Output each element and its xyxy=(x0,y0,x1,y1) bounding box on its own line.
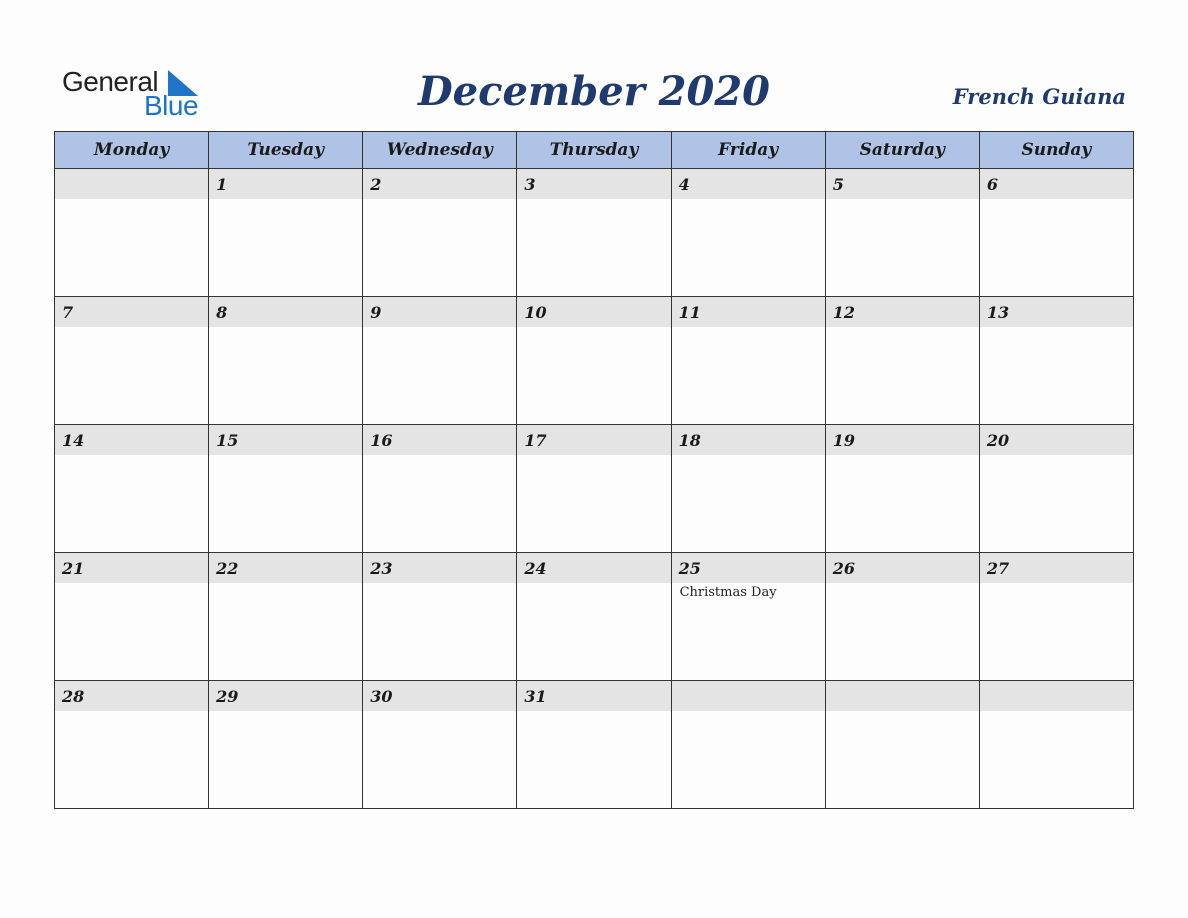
day-number: 30 xyxy=(370,687,393,706)
day-cell xyxy=(363,425,517,553)
day-number: 18 xyxy=(678,431,701,450)
day-number: 7 xyxy=(62,303,74,322)
day-cell xyxy=(55,169,209,297)
day-number: 15 xyxy=(216,431,239,450)
day-cell xyxy=(979,553,1133,681)
day-number-band xyxy=(672,681,825,711)
weekday-header-row xyxy=(55,132,1134,169)
weekday-header: Wednesday xyxy=(363,132,517,169)
day-cell xyxy=(209,169,363,297)
day-cell xyxy=(825,169,979,297)
calendar-title: December 2020 xyxy=(417,68,770,115)
day-number-band xyxy=(55,681,208,711)
day-cell xyxy=(517,169,671,297)
weekday-header: Thursday xyxy=(517,132,671,169)
day-cell xyxy=(825,425,979,553)
day-number-band xyxy=(55,169,208,199)
weekday-header: Tuesday xyxy=(209,132,363,169)
day-number: 13 xyxy=(986,303,1010,322)
day-number-band xyxy=(980,553,1133,583)
day-number: 14 xyxy=(62,431,85,450)
day-number-band xyxy=(517,425,670,455)
day-cell xyxy=(979,169,1133,297)
day-number: 21 xyxy=(62,559,85,578)
day-cell xyxy=(209,553,363,681)
weekday-header: Friday xyxy=(671,132,825,169)
week-row xyxy=(55,425,1134,553)
day-number-band xyxy=(826,553,979,583)
day-number: 29 xyxy=(216,687,239,706)
day-number-band xyxy=(980,169,1133,199)
day-number-band xyxy=(826,425,979,455)
day-number-band xyxy=(517,169,670,199)
day-cell xyxy=(671,553,825,681)
day-cell xyxy=(979,425,1133,553)
day-number-band xyxy=(209,169,362,199)
day-number: 8 xyxy=(216,303,228,322)
day-number: 24 xyxy=(524,559,547,578)
day-number-band xyxy=(980,425,1133,455)
day-cell xyxy=(363,681,517,809)
day-cell xyxy=(671,169,825,297)
day-cell xyxy=(363,553,517,681)
day-cell xyxy=(979,681,1133,809)
country-name: French Guiana xyxy=(952,84,1126,109)
day-number: 26 xyxy=(832,559,855,578)
day-cell xyxy=(517,681,671,809)
day-number-band xyxy=(980,297,1133,327)
day-number: 20 xyxy=(986,431,1010,450)
day-number-band xyxy=(826,297,979,327)
holiday-label: Christmas Day xyxy=(679,585,777,600)
day-number: 9 xyxy=(370,303,382,322)
day-number: 27 xyxy=(986,559,1010,578)
week-row xyxy=(55,169,1134,297)
day-number: 17 xyxy=(524,431,547,450)
day-number-band xyxy=(55,425,208,455)
day-number-band xyxy=(55,553,208,583)
day-cell xyxy=(209,297,363,425)
day-number-band xyxy=(363,425,516,455)
day-cell xyxy=(209,681,363,809)
day-cell xyxy=(55,297,209,425)
day-cell xyxy=(55,425,209,553)
day-number-band xyxy=(672,553,825,583)
day-number: 22 xyxy=(216,559,239,578)
day-number-band xyxy=(517,297,670,327)
day-number: 23 xyxy=(370,559,393,578)
day-cell xyxy=(825,553,979,681)
day-number: 10 xyxy=(524,303,547,322)
day-number-band xyxy=(55,297,208,327)
week-row xyxy=(55,553,1134,681)
day-number: 31 xyxy=(524,687,547,706)
logo-text-blue: Blue xyxy=(144,90,199,121)
day-number: 16 xyxy=(370,431,393,450)
day-cell xyxy=(979,297,1133,425)
calendar-grid xyxy=(54,131,1134,809)
day-cell xyxy=(55,681,209,809)
day-number: 4 xyxy=(678,175,690,194)
week-row xyxy=(55,297,1134,425)
week-row xyxy=(55,681,1134,809)
day-cell xyxy=(671,297,825,425)
day-cell xyxy=(209,425,363,553)
day-cell xyxy=(55,553,209,681)
day-number: 1 xyxy=(216,175,228,194)
logo-text-general: General xyxy=(62,66,159,97)
day-number-band xyxy=(209,553,362,583)
day-cell xyxy=(363,169,517,297)
day-number-band xyxy=(826,169,979,199)
day-number-band xyxy=(826,681,979,711)
weekday-header: Sunday xyxy=(979,132,1133,169)
day-number-band xyxy=(209,681,362,711)
day-number: 11 xyxy=(678,303,701,322)
day-number-band xyxy=(672,297,825,327)
day-number: 28 xyxy=(62,687,85,706)
weekday-header: Saturday xyxy=(825,132,979,169)
day-number: 6 xyxy=(986,175,998,194)
day-cell xyxy=(671,425,825,553)
day-number-band xyxy=(363,297,516,327)
day-number: 2 xyxy=(370,175,382,194)
day-number: 19 xyxy=(832,431,855,450)
day-cell xyxy=(517,553,671,681)
day-number-band xyxy=(363,681,516,711)
day-number-band xyxy=(517,553,670,583)
day-cell xyxy=(825,681,979,809)
day-cell xyxy=(517,425,671,553)
day-number-band xyxy=(672,425,825,455)
day-number-band xyxy=(209,425,362,455)
day-number: 12 xyxy=(832,303,855,322)
day-number: 3 xyxy=(524,175,536,194)
day-number-band xyxy=(209,297,362,327)
day-number-band xyxy=(363,169,516,199)
day-number-band xyxy=(517,681,670,711)
day-cell xyxy=(825,297,979,425)
day-cell xyxy=(671,681,825,809)
day-cell xyxy=(363,297,517,425)
day-number-band xyxy=(363,553,516,583)
day-cell xyxy=(517,297,671,425)
day-number: 5 xyxy=(832,175,844,194)
day-number-band xyxy=(672,169,825,199)
weekday-header: Monday xyxy=(55,132,209,169)
day-number-band xyxy=(980,681,1133,711)
day-number: 25 xyxy=(678,559,701,578)
